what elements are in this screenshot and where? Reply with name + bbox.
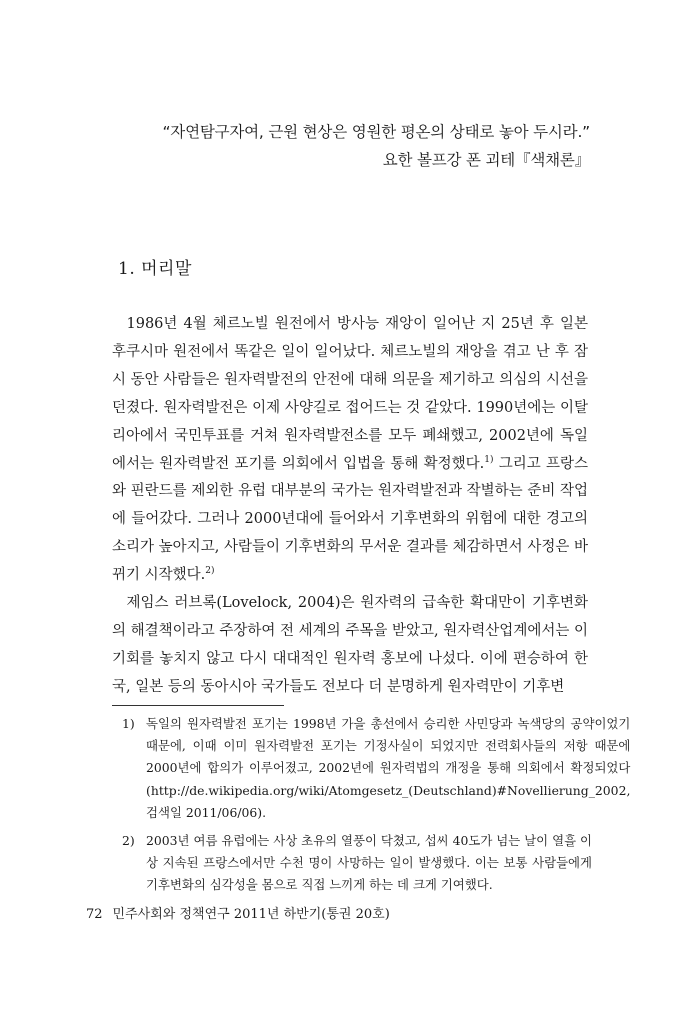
journal-title: 민주사회와 정책연구 2011년 하반기(통권 20호): [112, 907, 390, 922]
paragraph-1: [112, 311, 588, 590]
epigraph: [70, 118, 590, 174]
footnote-2: [122, 830, 592, 897]
section-heading: 1. 머리말: [118, 259, 192, 279]
footnote-divider: [112, 705, 284, 706]
page-number: 72: [86, 907, 103, 922]
footnotes: [122, 713, 631, 903]
footnote-text: 독일의 원자력발전 포기는 1998년 가을 총선에서 승리한 사민당과 녹색당의 공약이었기 때문에, 이때 이미 원자력발전 포기는 기정사실이 되었지만 전력회사들의 저항 때문에 2000년에 합의가 이루어졌고, 2002년에 원자력법의 개정을 통해 의회에서 확정되었다(http://de.wikipedia.org/wiki/Atomgesetz_(Deutschland)#Novellierung_2002, 검색일 2011/06/06).: [146, 716, 631, 820]
footnote-text: 2003년 여름 유럽에는 사상 초유의 열풍이 닥쳤고, 섭씨 40도가 넘는 날이 열흘 이상 지속된 프랑스에서만 수천 명이 사망하는 일이 발생했다. 이는 보통 사람들에게 기후변화의 심각성을 몸으로 직접 느끼게 하는 데 크게 기여했다.: [146, 833, 592, 893]
footnote-ref-1: 1): [484, 454, 494, 465]
footnote-ref-2: 2): [205, 566, 215, 577]
footnote-1: [122, 713, 631, 824]
paragraph-2: 제임스 러브록(Lovelock, 2004)은 원자력의 급속한 확대만이 기후변화의 해결책이라고 주장하여 전 세계의 주목을 받았고, 원자력산업계에서는 이 기회를 놓치지 않고 다시 대대적인 원자력 홍보에 나섰다. 이에 편승하여 한국, 일본 등의 동아시아 국가들도 전보다 더 분명하게 원자력만이 기후변: [112, 595, 588, 695]
footnote-number: 1): [122, 716, 135, 731]
paragraph-1-part-a: 1986년 4월 체르노빌 원전에서 방사능 재앙이 일어난 지 25년 후 일본 후쿠시마 원전에서 똑같은 일이 일어났다. 체르노빌의 재앙을 겪고 난 후 잠시 동안 사람들은 원자력발전의 안전에 대해 의문을 제기하고 의심의 시선을 던졌다. 원자력발전은 이제 사양길로 접어드는 것 같았다. 1990년에는 이탈리아에서 국민투표를 거쳐 원자력발전소를 모두 폐쇄했고, 2002년에 독일에서는 원자력발전 포기를 의회에서 입법을 통해 확정했다.: [112, 316, 588, 472]
epigraph-quote: “자연탐구자여, 근원 현상은 영원한 평온의 상태로 놓아 두시라.”: [162, 123, 590, 141]
footnote-number: 2): [122, 833, 135, 849]
paragraph-1-part-b: 그리고 프랑스와 핀란드를 제외한 유럽 대부분의 국가는 원자력발전과 작별하는 준비 작업에 들어갔다. 그러나 2000년대에 들어와서 기후변화의 위험에 대한 경고의 소리가 높아지고, 사람들이 기후변화의 무서운 결과를 체감하면서 사정은 바뀌기 시작했다.: [112, 455, 588, 584]
epigraph-attribution: 요한 볼프강 폰 괴테『색채론』: [382, 151, 590, 169]
body-text: [112, 311, 588, 702]
page-footer: [86, 905, 400, 925]
